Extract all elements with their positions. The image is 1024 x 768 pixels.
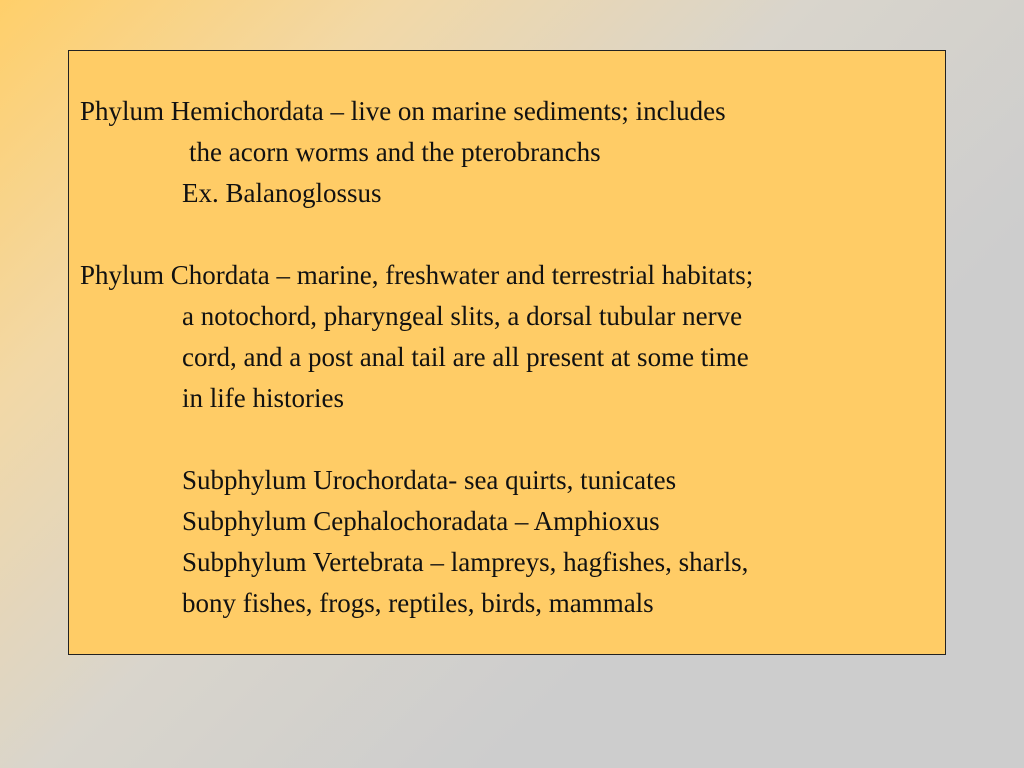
subphylum-vertebrata-continued: bony fishes, frogs, reptiles, birds, mammals [182,588,654,618]
subphylum-vertebrata: Subphylum Vertebrata – lampreys, hagfishes, sharls, [182,547,749,577]
hemichordata-description: the acorn worms and the pterobranchs [189,137,601,167]
hemichordata-heading: Phylum Hemichordata – live on marine sediments; includes [80,96,726,126]
chordata-description-line: in life histories [182,383,344,413]
subphylum-cephalochordata: Subphylum Cephalochoradata – Amphioxus [182,506,660,536]
chordata-description-line: a notochord, pharyngeal slits, a dorsal tubular nerve [182,301,743,331]
hemichordata-example: Ex. Balanoglossus [182,178,382,208]
chordata-heading: Phylum Chordata – marine, freshwater and terrestrial habitats; [80,260,754,290]
subphylum-urochordata: Subphylum Urochordata- sea quirts, tunicates [182,465,677,495]
chordata-description-line: cord, and a post anal tail are all present at some time [182,342,749,372]
content-box [68,50,946,655]
